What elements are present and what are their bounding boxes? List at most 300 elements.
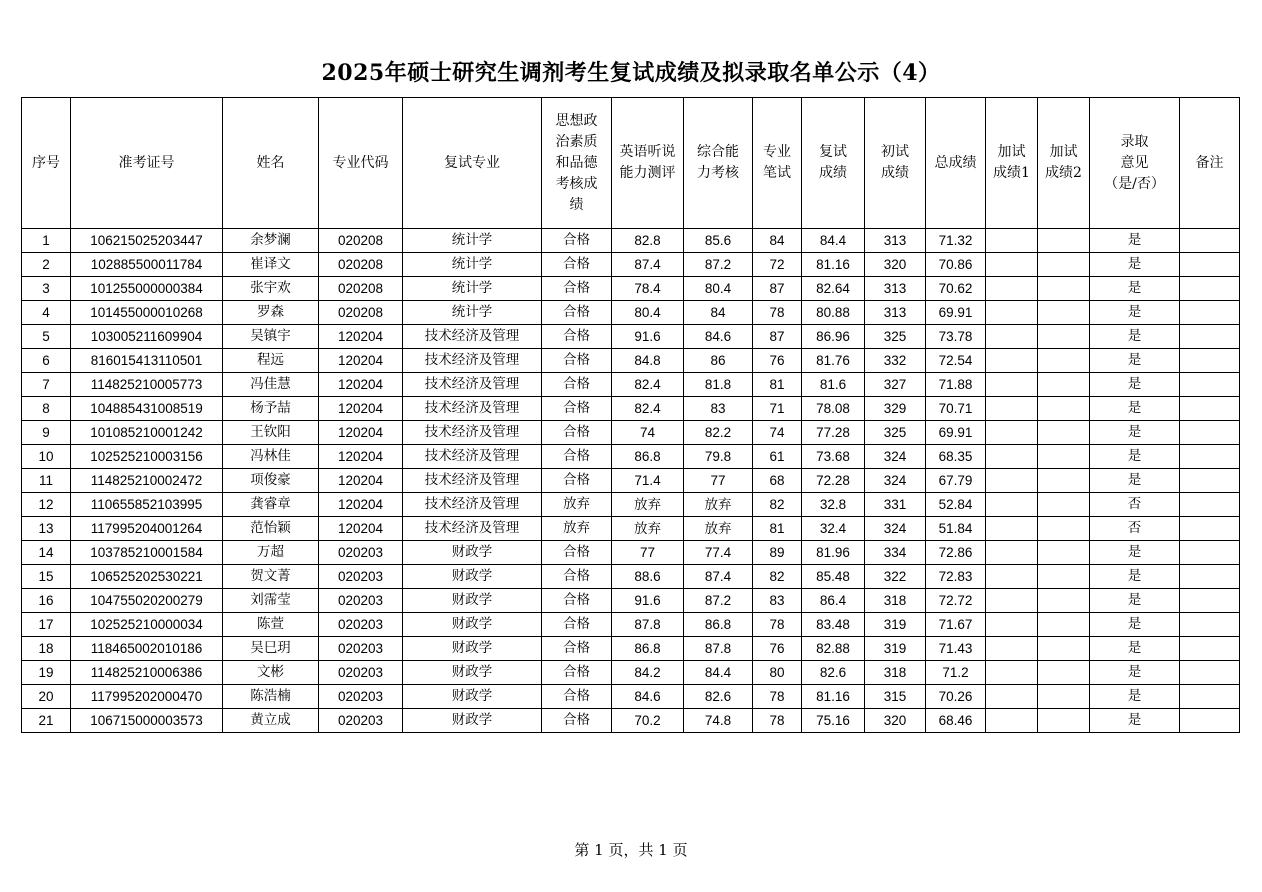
cell-retest-score: 81.96 (802, 541, 865, 565)
table-row (22, 661, 1240, 685)
cell-total-score: 72.83 (926, 565, 986, 589)
cell-english: 82.4 (612, 397, 684, 421)
cell-initial-score: 322 (865, 565, 926, 589)
table-row (22, 709, 1240, 733)
cell-english: 78.4 (612, 277, 684, 301)
header-label: 初试 成绩 (881, 144, 909, 181)
cell-political: 合格 (542, 373, 612, 397)
cell-extra-2 (1038, 229, 1090, 253)
header-label: 复试专业 (444, 154, 500, 171)
header-label: 英语听说 能力测评 (619, 144, 676, 181)
cell-comprehensive: 86.8 (684, 613, 753, 637)
table-row (22, 373, 1240, 397)
cell-total-score: 70.71 (926, 397, 986, 421)
cell-exam-id: 101455000010268 (71, 301, 223, 325)
cell-seq: 20 (22, 685, 71, 709)
cell-major-code: 020208 (319, 277, 403, 301)
cell-seq: 13 (22, 517, 71, 541)
results-table (21, 97, 1240, 733)
cell-major: 技术经济及管理 (403, 469, 542, 493)
cell-initial-score: 331 (865, 493, 926, 517)
cell-major-code: 120204 (319, 517, 403, 541)
cell-exam-id: 101255000000384 (71, 277, 223, 301)
cell-retest-score: 32.8 (802, 493, 865, 517)
cell-written: 71 (753, 397, 802, 421)
cell-admission: 是 (1090, 301, 1180, 325)
cell-initial-score: 315 (865, 685, 926, 709)
cell-admission: 是 (1090, 397, 1180, 421)
cell-english: 86.8 (612, 445, 684, 469)
cell-written: 76 (753, 637, 802, 661)
cell-seq: 18 (22, 637, 71, 661)
cell-seq: 9 (22, 421, 71, 445)
cell-major: 财政学 (403, 685, 542, 709)
cell-written: 68 (753, 469, 802, 493)
cell-seq: 17 (22, 613, 71, 637)
cell-major-code: 120204 (319, 325, 403, 349)
table-row (22, 445, 1240, 469)
cell-admission: 是 (1090, 661, 1180, 685)
cell-retest-score: 84.4 (802, 229, 865, 253)
cell-retest-score: 72.28 (802, 469, 865, 493)
cell-political: 合格 (542, 685, 612, 709)
cell-initial-score: 327 (865, 373, 926, 397)
header-label: 录取 意见 （是/否） (1104, 133, 1165, 192)
cell-comprehensive: 84.4 (684, 661, 753, 685)
cell-written: 78 (753, 613, 802, 637)
cell-major: 技术经济及管理 (403, 517, 542, 541)
cell-major-code: 020203 (319, 541, 403, 565)
cell-initial-score: 313 (865, 229, 926, 253)
cell-english: 74 (612, 421, 684, 445)
cell-remarks (1180, 517, 1240, 541)
cell-political: 合格 (542, 277, 612, 301)
cell-comprehensive: 74.8 (684, 709, 753, 733)
cell-political: 合格 (542, 541, 612, 565)
cell-remarks (1180, 541, 1240, 565)
cell-political: 合格 (542, 421, 612, 445)
cell-seq: 11 (22, 469, 71, 493)
table-header (22, 98, 1240, 229)
header-label: 总成绩 (934, 154, 977, 171)
cell-english: 87.4 (612, 253, 684, 277)
cell-total-score: 71.32 (926, 229, 986, 253)
cell-extra-1 (986, 469, 1038, 493)
cell-written: 89 (753, 541, 802, 565)
cell-name: 龚睿章 (223, 493, 319, 517)
cell-major: 财政学 (403, 589, 542, 613)
cell-remarks (1180, 637, 1240, 661)
cell-admission: 是 (1090, 589, 1180, 613)
header-col-extra-1 (986, 98, 1038, 229)
cell-exam-id: 816015413110501 (71, 349, 223, 373)
table-body (22, 229, 1240, 733)
header-col-total-score (926, 98, 986, 229)
cell-english: 放弃 (612, 493, 684, 517)
cell-major: 财政学 (403, 541, 542, 565)
cell-written: 78 (753, 301, 802, 325)
cell-written: 87 (753, 325, 802, 349)
cell-admission: 是 (1090, 469, 1180, 493)
cell-major-code: 120204 (319, 469, 403, 493)
cell-political: 合格 (542, 589, 612, 613)
cell-comprehensive: 82.6 (684, 685, 753, 709)
cell-extra-2 (1038, 613, 1090, 637)
cell-seq: 16 (22, 589, 71, 613)
cell-remarks (1180, 445, 1240, 469)
cell-extra-1 (986, 445, 1038, 469)
cell-exam-id: 114825210005773 (71, 373, 223, 397)
cell-name: 吴镇宇 (223, 325, 319, 349)
cell-comprehensive: 85.6 (684, 229, 753, 253)
cell-seq: 10 (22, 445, 71, 469)
cell-political: 合格 (542, 613, 612, 637)
cell-name: 黄立成 (223, 709, 319, 733)
cell-political: 合格 (542, 565, 612, 589)
cell-exam-id: 103785210001584 (71, 541, 223, 565)
cell-remarks (1180, 325, 1240, 349)
cell-english: 88.6 (612, 565, 684, 589)
cell-name: 王钦阳 (223, 421, 319, 445)
cell-admission: 是 (1090, 541, 1180, 565)
cell-retest-score: 83.48 (802, 613, 865, 637)
cell-english: 91.6 (612, 589, 684, 613)
header-label: 加试 成绩1 (993, 144, 1030, 181)
cell-extra-2 (1038, 397, 1090, 421)
cell-name: 刘霈莹 (223, 589, 319, 613)
cell-english: 84.6 (612, 685, 684, 709)
cell-name: 程远 (223, 349, 319, 373)
cell-initial-score: 324 (865, 517, 926, 541)
cell-seq: 4 (22, 301, 71, 325)
cell-extra-1 (986, 613, 1038, 637)
header-label: 加试 成绩2 (1045, 144, 1082, 181)
cell-retest-score: 32.4 (802, 517, 865, 541)
cell-remarks (1180, 493, 1240, 517)
cell-retest-score: 85.48 (802, 565, 865, 589)
cell-extra-2 (1038, 373, 1090, 397)
cell-extra-2 (1038, 445, 1090, 469)
cell-initial-score: 319 (865, 613, 926, 637)
cell-seq: 21 (22, 709, 71, 733)
cell-comprehensive: 79.8 (684, 445, 753, 469)
header-label: 备注 (1195, 154, 1224, 171)
cell-english: 84.8 (612, 349, 684, 373)
cell-exam-id: 104885431008519 (71, 397, 223, 421)
cell-extra-2 (1038, 685, 1090, 709)
header-row (22, 98, 1240, 229)
cell-retest-score: 82.64 (802, 277, 865, 301)
cell-major: 技术经济及管理 (403, 445, 542, 469)
cell-retest-score: 81.16 (802, 685, 865, 709)
cell-name: 罗森 (223, 301, 319, 325)
cell-exam-id: 117995204001264 (71, 517, 223, 541)
cell-major: 财政学 (403, 637, 542, 661)
cell-extra-2 (1038, 709, 1090, 733)
cell-total-score: 68.35 (926, 445, 986, 469)
cell-seq: 2 (22, 253, 71, 277)
header-col-admission (1090, 98, 1180, 229)
cell-name: 文彬 (223, 661, 319, 685)
cell-written: 78 (753, 685, 802, 709)
cell-written: 80 (753, 661, 802, 685)
cell-written: 76 (753, 349, 802, 373)
cell-major-code: 020203 (319, 637, 403, 661)
table-row (22, 493, 1240, 517)
cell-english: 77 (612, 541, 684, 565)
cell-name: 范怡颖 (223, 517, 319, 541)
cell-political: 合格 (542, 469, 612, 493)
cell-political: 合格 (542, 301, 612, 325)
cell-extra-1 (986, 565, 1038, 589)
cell-comprehensive: 放弃 (684, 517, 753, 541)
table-row (22, 637, 1240, 661)
cell-extra-1 (986, 589, 1038, 613)
cell-name: 张宇欢 (223, 277, 319, 301)
cell-seq: 3 (22, 277, 71, 301)
cell-extra-2 (1038, 565, 1090, 589)
cell-political: 合格 (542, 229, 612, 253)
cell-major: 财政学 (403, 565, 542, 589)
cell-admission: 是 (1090, 229, 1180, 253)
cell-remarks (1180, 613, 1240, 637)
cell-remarks (1180, 421, 1240, 445)
cell-extra-2 (1038, 637, 1090, 661)
header-label: 复试 成绩 (819, 144, 847, 181)
cell-admission: 是 (1090, 637, 1180, 661)
cell-exam-id: 102525210003156 (71, 445, 223, 469)
cell-seq: 8 (22, 397, 71, 421)
cell-extra-1 (986, 277, 1038, 301)
cell-retest-score: 75.16 (802, 709, 865, 733)
table-row (22, 277, 1240, 301)
cell-remarks (1180, 661, 1240, 685)
cell-extra-2 (1038, 541, 1090, 565)
cell-exam-id: 118465002010186 (71, 637, 223, 661)
cell-seq: 12 (22, 493, 71, 517)
cell-extra-2 (1038, 517, 1090, 541)
cell-political: 合格 (542, 661, 612, 685)
header-col-major (403, 98, 542, 229)
cell-total-score: 70.86 (926, 253, 986, 277)
cell-major-code: 120204 (319, 373, 403, 397)
cell-remarks (1180, 685, 1240, 709)
cell-political: 合格 (542, 397, 612, 421)
cell-seq: 19 (22, 661, 71, 685)
cell-major-code: 020203 (319, 613, 403, 637)
page-footer: 第 1 页，共 1 页 (574, 841, 688, 859)
header-col-written (753, 98, 802, 229)
cell-initial-score: 313 (865, 277, 926, 301)
cell-admission: 是 (1090, 253, 1180, 277)
cell-exam-id: 106525202530221 (71, 565, 223, 589)
cell-comprehensive: 86 (684, 349, 753, 373)
cell-extra-2 (1038, 301, 1090, 325)
cell-total-score: 71.67 (926, 613, 986, 637)
cell-retest-score: 86.96 (802, 325, 865, 349)
cell-extra-2 (1038, 349, 1090, 373)
cell-exam-id: 102885500011784 (71, 253, 223, 277)
header-label: 准考证号 (118, 154, 175, 171)
cell-english: 84.2 (612, 661, 684, 685)
header-col-extra-2 (1038, 98, 1090, 229)
header-col-comprehensive (684, 98, 753, 229)
cell-admission: 是 (1090, 325, 1180, 349)
header-col-retest-score (802, 98, 865, 229)
header-col-initial-score (865, 98, 926, 229)
cell-total-score: 73.78 (926, 325, 986, 349)
cell-exam-id: 104755020200279 (71, 589, 223, 613)
cell-name: 冯佳慧 (223, 373, 319, 397)
cell-exam-id: 101085210001242 (71, 421, 223, 445)
cell-comprehensive: 放弃 (684, 493, 753, 517)
cell-retest-score: 81.16 (802, 253, 865, 277)
table-row (22, 397, 1240, 421)
cell-english: 86.8 (612, 637, 684, 661)
cell-major: 技术经济及管理 (403, 325, 542, 349)
cell-major: 财政学 (403, 661, 542, 685)
cell-seq: 14 (22, 541, 71, 565)
table-row (22, 589, 1240, 613)
cell-total-score: 70.26 (926, 685, 986, 709)
header-col-seq (22, 98, 71, 229)
table-row (22, 517, 1240, 541)
cell-political: 合格 (542, 637, 612, 661)
cell-written: 72 (753, 253, 802, 277)
cell-remarks (1180, 229, 1240, 253)
cell-remarks (1180, 373, 1240, 397)
cell-english: 71.4 (612, 469, 684, 493)
cell-remarks (1180, 589, 1240, 613)
cell-name: 陈萱 (223, 613, 319, 637)
cell-major: 财政学 (403, 613, 542, 637)
cell-major: 技术经济及管理 (403, 493, 542, 517)
cell-extra-1 (986, 373, 1038, 397)
cell-initial-score: 320 (865, 709, 926, 733)
cell-written: 78 (753, 709, 802, 733)
cell-initial-score: 318 (865, 661, 926, 685)
cell-written: 74 (753, 421, 802, 445)
cell-extra-1 (986, 253, 1038, 277)
header-label: 序号 (32, 154, 60, 171)
cell-remarks (1180, 709, 1240, 733)
cell-seq: 15 (22, 565, 71, 589)
cell-major: 统计学 (403, 301, 542, 325)
cell-remarks (1180, 469, 1240, 493)
cell-written: 61 (753, 445, 802, 469)
cell-total-score: 72.72 (926, 589, 986, 613)
cell-exam-id: 106715000003573 (71, 709, 223, 733)
cell-written: 82 (753, 493, 802, 517)
cell-name: 项俊豪 (223, 469, 319, 493)
header-col-remarks (1180, 98, 1240, 229)
cell-written: 81 (753, 373, 802, 397)
cell-major-code: 020208 (319, 301, 403, 325)
cell-name: 陈浩楠 (223, 685, 319, 709)
cell-initial-score: 319 (865, 637, 926, 661)
cell-exam-id: 103005211609904 (71, 325, 223, 349)
header-col-political (542, 98, 612, 229)
cell-admission: 否 (1090, 517, 1180, 541)
header-label: 专业代码 (332, 154, 389, 171)
table-row (22, 301, 1240, 325)
cell-total-score: 68.46 (926, 709, 986, 733)
table-row (22, 349, 1240, 373)
cell-total-score: 70.62 (926, 277, 986, 301)
cell-major-code: 120204 (319, 397, 403, 421)
cell-name: 崔译文 (223, 253, 319, 277)
cell-written: 84 (753, 229, 802, 253)
cell-admission: 是 (1090, 277, 1180, 301)
cell-written: 82 (753, 565, 802, 589)
cell-initial-score: 324 (865, 469, 926, 493)
cell-initial-score: 325 (865, 325, 926, 349)
cell-major-code: 020203 (319, 661, 403, 685)
cell-extra-1 (986, 325, 1038, 349)
cell-retest-score: 77.28 (802, 421, 865, 445)
cell-extra-2 (1038, 325, 1090, 349)
table-row (22, 541, 1240, 565)
cell-remarks (1180, 565, 1240, 589)
cell-name: 贺文菁 (223, 565, 319, 589)
cell-admission: 是 (1090, 349, 1180, 373)
cell-comprehensive: 77.4 (684, 541, 753, 565)
cell-major: 技术经济及管理 (403, 397, 542, 421)
cell-initial-score: 325 (865, 421, 926, 445)
cell-initial-score: 334 (865, 541, 926, 565)
cell-seq: 6 (22, 349, 71, 373)
cell-extra-2 (1038, 661, 1090, 685)
cell-remarks (1180, 349, 1240, 373)
cell-admission: 是 (1090, 373, 1180, 397)
cell-total-score: 71.43 (926, 637, 986, 661)
cell-major: 技术经济及管理 (403, 349, 542, 373)
cell-seq: 5 (22, 325, 71, 349)
header-col-major-code (319, 98, 403, 229)
cell-english: 87.8 (612, 613, 684, 637)
cell-initial-score: 329 (865, 397, 926, 421)
cell-political: 合格 (542, 349, 612, 373)
cell-total-score: 51.84 (926, 517, 986, 541)
cell-major-code: 020203 (319, 685, 403, 709)
cell-comprehensive: 87.2 (684, 589, 753, 613)
cell-total-score: 67.79 (926, 469, 986, 493)
cell-initial-score: 320 (865, 253, 926, 277)
header-label: 思想政 治素质 和品德 考核成 绩 (555, 112, 598, 213)
cell-english: 91.6 (612, 325, 684, 349)
cell-written: 83 (753, 589, 802, 613)
cell-comprehensive: 84.6 (684, 325, 753, 349)
cell-seq: 7 (22, 373, 71, 397)
table-row (22, 229, 1240, 253)
header-label: 专业 笔试 (763, 144, 791, 181)
cell-exam-id: 114825210006386 (71, 661, 223, 685)
cell-total-score: 71.2 (926, 661, 986, 685)
cell-english: 80.4 (612, 301, 684, 325)
cell-extra-1 (986, 661, 1038, 685)
cell-major-code: 120204 (319, 445, 403, 469)
cell-extra-1 (986, 637, 1038, 661)
cell-admission: 是 (1090, 709, 1180, 733)
cell-initial-score: 324 (865, 445, 926, 469)
cell-retest-score: 73.68 (802, 445, 865, 469)
cell-extra-1 (986, 301, 1038, 325)
cell-name: 吴巳玥 (223, 637, 319, 661)
cell-admission: 是 (1090, 445, 1180, 469)
cell-name: 万超 (223, 541, 319, 565)
cell-comprehensive: 87.4 (684, 565, 753, 589)
cell-english: 放弃 (612, 517, 684, 541)
